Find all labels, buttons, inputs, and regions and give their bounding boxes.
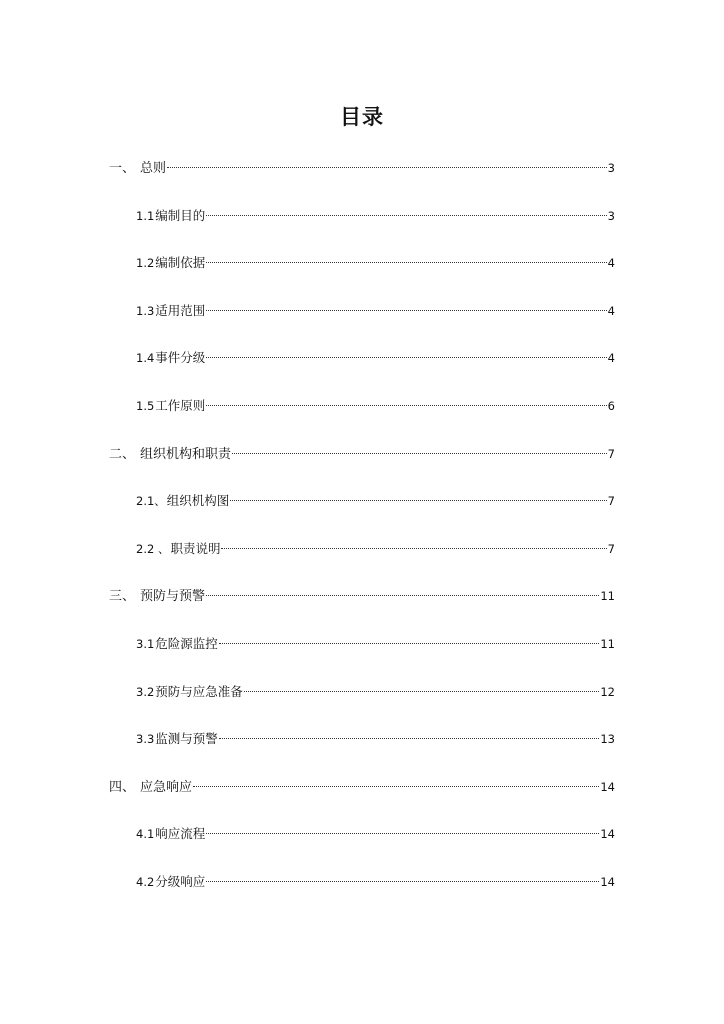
toc-entry-title: 编制目的 [155,207,206,223]
toc-dot-leader [206,880,599,882]
toc-entry-number: 4.2 [136,875,155,889]
toc-entry-title: 职责说明 [170,540,221,556]
toc-section-entry[interactable] [136,346,615,370]
toc-entry-number: 1.5 [136,399,155,413]
toc-chapter-entry[interactable] [109,775,615,799]
toc-dot-leader [244,690,600,692]
toc-page-number: 11 [600,589,615,604]
toc-entry-number: 4.1 [136,827,155,842]
toc-section-entry[interactable] [136,822,615,846]
toc-entry-number: 1.1 [136,208,155,223]
toc-dot-leader [206,404,606,406]
toc-dot-leader [219,737,600,739]
toc-entry-number: 1.4 [136,351,155,366]
toc-entry-title: 组织机构和职责 [140,446,232,462]
toc-entry-title: 总则 [140,161,167,176]
toc-page-number: 14 [600,779,615,794]
toc-dot-leader [206,261,606,263]
toc-entry-number: 3.1 [136,637,155,651]
toc-entry-number: 四、 [109,779,136,795]
toc-page-number: 7 [607,446,615,461]
toc-entry-title: 监测与预警 [155,731,218,747]
toc-dot-leader [221,547,606,549]
toc-page-number: 4 [607,256,615,271]
toc-page-number: 14 [600,875,615,889]
toc-dot-leader [206,594,599,596]
toc-dot-leader [193,785,599,787]
toc-entry-title: 工作原则 [155,398,206,413]
toc-entry-number: 3.2 [136,684,155,699]
toc-page-number: 11 [600,637,615,651]
toc-page-number: 6 [607,399,615,413]
toc-entry-title: 分级响应 [155,874,206,889]
toc-dot-leader [230,499,606,501]
toc-entry-number: 三、 [109,589,136,605]
toc-section-entry[interactable] [136,204,615,228]
toc-entry-title: 响应流程 [155,826,206,842]
toc-section-entry[interactable] [136,632,615,656]
toc-section-entry[interactable] [136,680,615,704]
toc-entry-title: 适用范围 [155,302,206,318]
toc-page-number: 4 [607,303,615,318]
toc-dot-leader [206,832,599,834]
toc-entry-title: 应急响应 [140,779,193,795]
toc-entry-number: 1.2 [136,256,155,271]
toc-page-number: 13 [600,732,615,747]
toc-entry-number: 3.3 [136,732,155,747]
toc-page-number: 7 [607,541,615,556]
toc-entry-number: 一、 [109,161,136,176]
toc-chapter-entry[interactable] [109,442,615,466]
toc-entry-number: 1.3 [136,303,155,318]
toc-dot-leader [219,642,600,644]
toc-entry-number: 2.1、 [136,494,166,509]
toc-page-number: 3 [607,208,615,223]
toc-chapter-entry[interactable] [109,156,615,180]
toc-entry-title: 危险源监控 [155,636,218,651]
toc-dot-leader [206,309,606,311]
toc-section-entry[interactable] [136,299,615,323]
toc-entry-number: 二、 [109,446,136,462]
toc-dot-leader [206,214,606,216]
toc-entry-title: 预防与应急准备 [155,683,243,699]
toc-section-entry[interactable] [136,489,615,513]
toc-entry-number: 2.2 、 [136,541,170,556]
toc-dot-leader [232,452,607,454]
toc-section-entry[interactable] [136,537,615,561]
toc-entry-title: 事件分级 [155,350,206,366]
toc-page-number: 12 [600,684,615,699]
toc-page-number: 14 [600,827,615,842]
toc-entry-title: 编制依据 [155,255,206,271]
toc-page-number: 4 [607,351,615,366]
toc-page-number: 3 [607,161,615,175]
toc-page-number: 7 [607,494,615,509]
toc-section-entry[interactable] [136,727,615,751]
toc-chapter-entry[interactable] [109,584,615,608]
toc-title: 目录 [340,105,384,129]
toc-dot-leader [167,166,607,168]
toc-entry-title: 预防与预警 [140,589,206,605]
toc-dot-leader [206,356,606,358]
toc-section-entry[interactable] [136,251,615,275]
toc-section-entry[interactable] [136,870,615,894]
toc-entry-title: 组织机构图 [166,493,230,509]
toc-section-entry[interactable] [136,394,615,418]
